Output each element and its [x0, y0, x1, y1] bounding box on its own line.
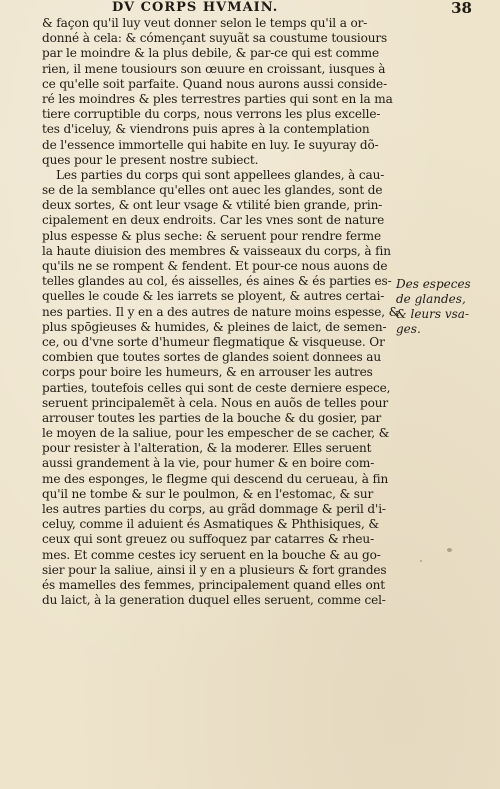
text-line: le moyen de la saliue, pour les empescher de se cacher, &	[42, 426, 390, 441]
text-line: pour resister à l'alteration, & la moderer. Elles seruent	[42, 441, 372, 456]
text-line: tes d'iceluy, & viendrons puis apres à la contemplation	[42, 122, 370, 137]
text-line: plus spōgieuses & humides, & pleines de laict, de semen-	[42, 319, 387, 334]
text-line: corps pour boire les humeurs, & en arrouser les autres	[42, 365, 373, 380]
text-line: cipalement en deux endroits. Car les vnes sont de nature	[42, 213, 385, 228]
text-line: par le moindre & la plus debile, & par-ce qui est comme	[42, 46, 379, 61]
text-line: qu'il ne tombe & sur le poulmon, & en l'estomac, & sur	[42, 486, 374, 501]
margin-note-line: & leurs vsa-	[396, 307, 470, 321]
text-line: les autres parties du corps, au grãd dommage & peril d'i-	[42, 502, 386, 516]
text-line: parties, toutefois celles qui sont de ceste derniere espece,	[42, 380, 391, 395]
margin-note-line: ges.	[396, 322, 421, 336]
text-line: és mamelles des femmes, principalement quand elles ont	[42, 577, 385, 592]
page-number: 38	[451, 0, 472, 17]
text-line: rien, il mene tousiours son œuure en croissant, iusques à	[42, 61, 386, 76]
margin-note	[396, 277, 492, 337]
text-line: de l'essence immortelle qui habite en luy. Ie suyuray dõ-	[42, 137, 379, 152]
text-line: ré les moindres & ples terrestres parties qui sont en la ma	[42, 91, 393, 106]
text-line: mes. Et comme cestes icy seruent en la bouche & au go-	[42, 547, 381, 562]
text-line: telles glandes au col, és aisselles, és aines & és parties es-	[42, 274, 392, 289]
page-header	[112, 0, 472, 16]
ink-speck	[420, 560, 422, 562]
text-line: celuy, comme il aduient és Asmatiques & Phthisiques, &	[42, 517, 379, 532]
text-line: ceux qui sont greuez ou suffoquez par catarres & rheu-	[42, 532, 375, 547]
text-line: tiere corruptible du corps, nous verrons les plus excelle-	[42, 107, 381, 122]
text-line: & façon qu'il luy veut donner selon le temps qu'il a or-	[42, 16, 368, 30]
ink-speck	[447, 548, 452, 552]
body-text	[42, 16, 402, 608]
text-line: plus espesse & plus seche: & seruent pour rendre ferme	[42, 228, 382, 243]
margin-note-line: Des especes	[396, 277, 471, 291]
text-line: sier pour la saliue, ainsi il y en a plusieurs & fort grandes	[42, 562, 387, 577]
text-line: se de la semblance qu'elles ont auec les glandes, sont de	[42, 183, 383, 198]
text-line: arrouser toutes les parties de la bouche & du gosier, par	[42, 410, 382, 425]
text-line: ques pour le present nostre subiect.	[42, 152, 259, 167]
text-line: quelles le coude & les iarrets se ployent, & autres certai-	[42, 289, 385, 304]
text-line: deux sortes, & ont leur vsage & vtilité bien grande, prin-	[42, 198, 383, 213]
text-line: ce, ou d'vne sorte d'humeur flegmatique & visqueuse. Or	[42, 334, 385, 349]
text-line: donné à cela: & cómençant suyuãt sa coustume tousiours	[42, 31, 388, 46]
running-head: DV CORPS HVMAIN.	[112, 0, 279, 15]
text-line: seruent principalemẽt à cela. Nous en auõs de telles pour	[42, 395, 389, 410]
text-line: ce qu'elle soit parfaite. Quand nous aurons aussi conside-	[42, 76, 388, 91]
text-line: combien que toutes sortes de glandes soient donnees au	[42, 350, 381, 365]
text-line: me des esponges, le flegme qui descend du cerueau, à fin	[42, 471, 389, 486]
text-line: la haute diuision des membres & vaisseaux du corps, à fin	[42, 243, 391, 258]
margin-note-line: de glandes,	[396, 292, 466, 306]
text-line: aussi grandement à la vie, pour humer & en boire com-	[42, 456, 375, 471]
text-line: nes parties. Il y en a des autres de nature moins espesse, &	[42, 304, 400, 319]
text-line: Les parties du corps qui sont appellees glandes, à cau-	[56, 167, 385, 182]
text-line: du laict, à la generation duquel elles seruent, comme cel-	[42, 593, 386, 608]
text-line: qu'ils ne se rompent & fendent. Et pour-ce nous auons de	[42, 259, 388, 273]
